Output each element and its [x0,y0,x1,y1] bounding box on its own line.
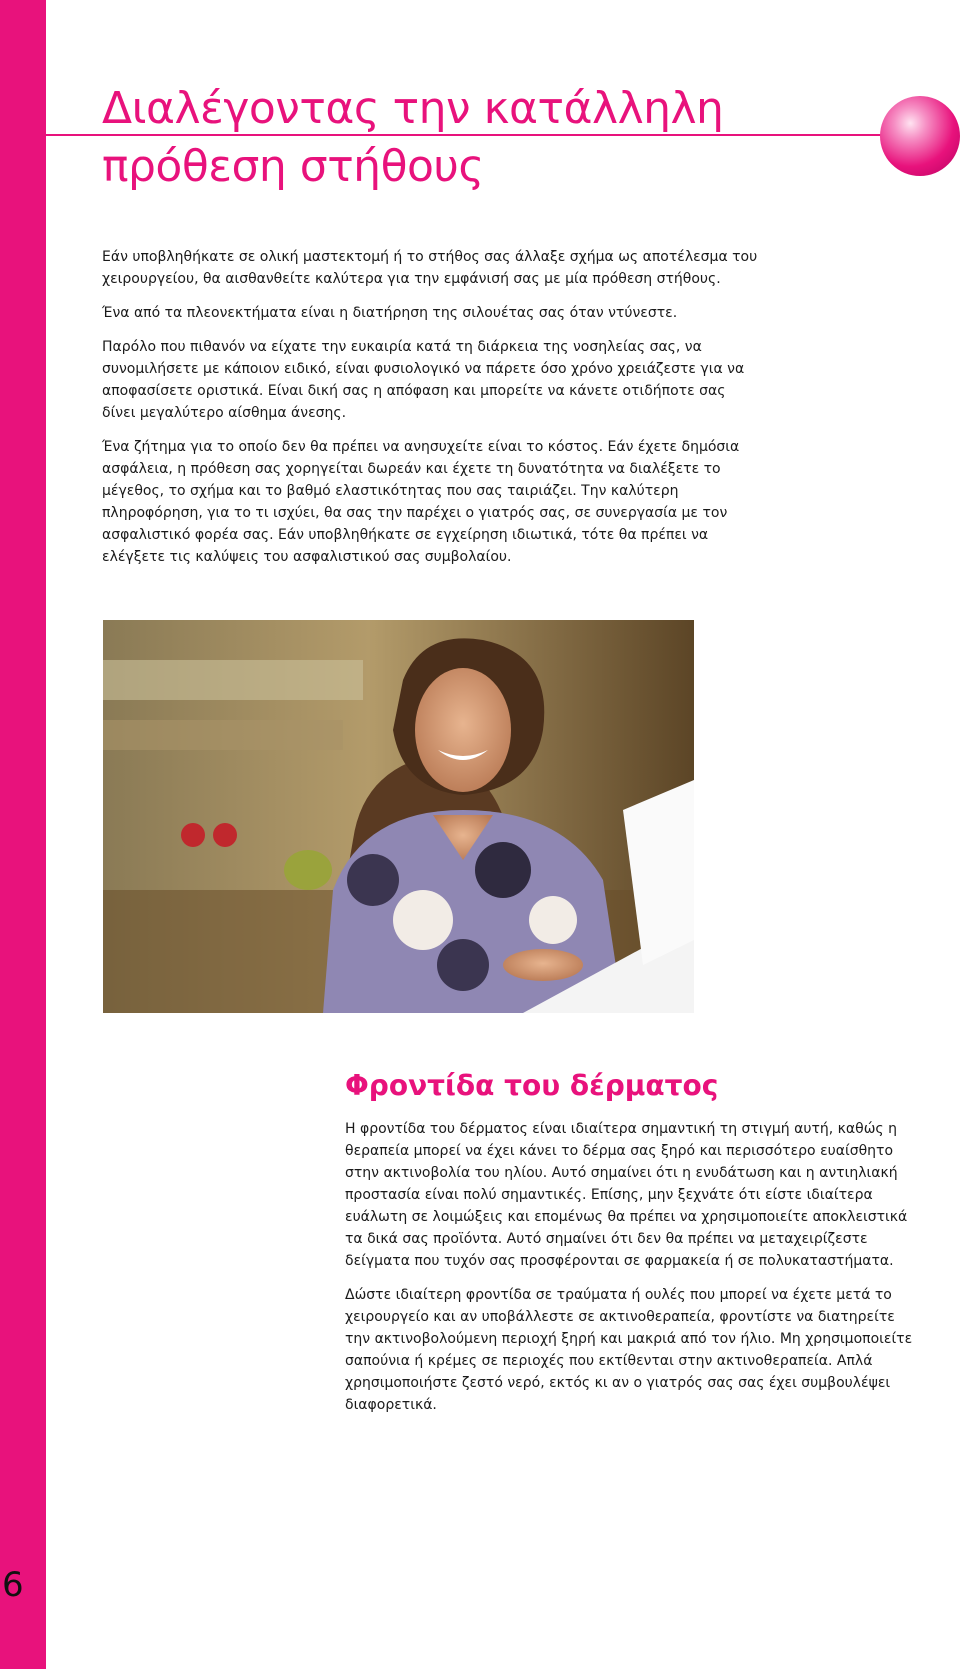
skin-care-paragraph-1: Η φροντίδα του δέρματος είναι ιδιαίτερα σημαντική τη στιγμή αυτή, καθώς η θεραπεία μπορεί να έχει κάνει το δέρμα σας ξηρό και περισσότερο ευαίσθητο στην ακτινοβολία του ηλίου. Αυτό σημαίνει ότι η ενυδάτωση και η αντιηλιακή προστασία είναι πολύ σημαντικές. Επίσης, μην ξεχνάτε ότι είστε ιδιαίτερα ευάλωτη σε λοιμώξεις και επομένως θα πρέπει να χρησιμοποιείτε αποκλειστικά τα δικά σας προϊόντα. Αυτό σημαίνει ότι δεν θα πρέπει να μεταχειρίζεστε δείγματα που τυχόν σας προσφέρονται σε φαρμακεία ή σε πολυκαταστήματα. [345,1121,908,1269]
intro-paragraph-1: Εάν υποβληθήκατε σε ολική μαστεκτομή ή το στήθος σας άλλαξε σχήμα ως αποτέλεσμα του χειρουργείου, θα αισθανθείτε καλύτερα για την εμφάνισή σας με μία πρόθεση στήθους. [102,249,758,287]
skin-care-paragraph-2: Δώστε ιδιαίτερη φροντίδα σε τραύματα ή ουλές που μπορεί να έχετε μετά το χειρουργείο και αν υποβάλλεστε σε ακτινοθεραπεία, φροντίστε να διατηρείτε την ακτινοβολούμενη περιοχή ξηρή και μακριά από τον ήλιο. Μη χρησιμοποιείτε σαπούνια ή κρέμες σε περιοχές που εκτίθενται στην ακτινοθεραπεία. Απλά χρησιμοποιήστε ζεστό νερό, εκτός κι αν ο γιατρός σας σας έχει συμβουλέψει διαφορετικά. [345,1287,913,1413]
page-title-line1: Διαλέγοντας την κατάλληλη [102,83,724,134]
page-title-line2: πρόθεση στήθους [102,141,484,192]
intro-paragraph-2: Ένα από τα πλεονεκτήματα είναι η διατήρηση της σιλουέτας σας όταν ντύνεστε. [102,305,678,321]
intro-paragraph-3: Παρόλο που πιθανόν να είχατε την ευκαιρία κατά τη διάρκεια της νοσηλείας σας, να συνομιλήσετε με κάποιον ειδικό, είναι φυσιολογικό να πάρετε όσο χρόνο χρειάζεστε για να αποφασίσετε οριστικά. Είναι δική σας η απόφαση και μπορείτε να κάνετε οτιδήποτε σας δίνει μεγαλύτερο αίσθημα άνεσης. [102,339,745,421]
page-number: 6 [2,1565,24,1605]
intro-section [102,246,762,580]
photo-woman-with-laptop [103,620,694,1013]
side-accent-bar [0,0,46,1669]
section-heading-skin-care: Φροντίδα του δέρματος [345,1069,719,1102]
page-title [102,80,723,196]
skin-care-section [345,1118,915,1428]
decorative-pink-sphere [880,96,960,176]
intro-paragraph-4: Ένα ζήτημα για το οποίο δεν θα πρέπει να ανησυχείτε είναι το κόστος. Εάν έχετε δημόσια ασφάλεια, η πρόθεση σας χορηγείται δωρεάν και έχετε τη δυνατότητα να διαλέξετε το μέγεθος, το σχήμα και το βαθμό ελαστικότητας που σας ταιριάζει. Την καλύτερη πληροφόρηση, για το τι ισχύει, θα σας την παρέχει ο γιατρός σας, σε συνεργασία με τον ασφαλιστικό φορέα σας. Εάν υποβληθήκατε σε εγχείρηση ιδιωτικά, τότε θα πρέπει να ελέγξετε τις καλύψεις του ασφαλιστικού σας συμβολαίου. [102,439,740,565]
